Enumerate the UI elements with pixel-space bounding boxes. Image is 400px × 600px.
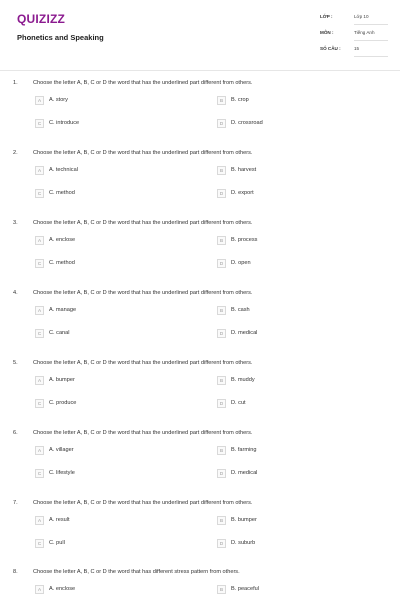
option-letter-box: C bbox=[35, 539, 44, 548]
question-text: Choose the letter A, B, C or D the word that has the underlined part different from others. bbox=[33, 290, 253, 296]
option-text: C. produce bbox=[49, 400, 77, 406]
question-8 bbox=[0, 569, 400, 600]
option-text: B. peaceful bbox=[231, 586, 259, 592]
meta-label-subject: MÔN : bbox=[320, 30, 334, 35]
option-a[interactable] bbox=[35, 585, 185, 595]
option-a[interactable] bbox=[35, 166, 185, 176]
option-text: D. suburb bbox=[231, 540, 256, 546]
option-a[interactable] bbox=[35, 376, 185, 386]
option-text: B. process bbox=[231, 237, 258, 243]
option-a[interactable] bbox=[35, 96, 185, 106]
question-3 bbox=[0, 220, 400, 290]
option-text: C. introduce bbox=[49, 120, 80, 126]
option-b[interactable] bbox=[217, 236, 367, 246]
option-d[interactable] bbox=[217, 399, 367, 409]
option-letter-box: B bbox=[217, 96, 226, 105]
page-title: Phonetics and Speaking bbox=[17, 33, 104, 42]
option-text: C. canal bbox=[49, 330, 70, 336]
question-1 bbox=[0, 80, 400, 150]
option-letter-box: A bbox=[35, 446, 44, 455]
question-text: Choose the letter A, B, C or D the word that has the underlined part different from others. bbox=[33, 430, 253, 436]
question-number: 6. bbox=[13, 430, 18, 436]
meta-info-box bbox=[316, 11, 388, 59]
question-text: Choose the letter A, B, C or D the word that has the underlined part different from others. bbox=[33, 360, 253, 366]
option-text: B. harvest bbox=[231, 167, 257, 173]
option-letter-box: C bbox=[35, 399, 44, 408]
option-letter-box: B bbox=[217, 306, 226, 315]
option-letter-box: A bbox=[35, 166, 44, 175]
option-c[interactable] bbox=[35, 329, 185, 339]
option-d[interactable] bbox=[217, 259, 367, 269]
option-letter-box: B bbox=[217, 446, 226, 455]
option-letter-box: B bbox=[217, 376, 226, 385]
option-text: A. villager bbox=[49, 447, 74, 453]
option-letter-box: A bbox=[35, 585, 44, 594]
option-text: A. story bbox=[49, 97, 68, 103]
option-d[interactable] bbox=[217, 329, 367, 339]
question-text: Choose the letter A, B, C or D the word that has the underlined part different from others. bbox=[33, 500, 253, 506]
option-letter-box: D bbox=[217, 399, 226, 408]
option-letter-box: A bbox=[35, 236, 44, 245]
option-text: B. muddy bbox=[231, 377, 255, 383]
option-letter-box: D bbox=[217, 469, 226, 478]
meta-line bbox=[354, 56, 388, 57]
meta-value-subject: Tiếng Anh bbox=[354, 30, 375, 35]
meta-value-count: 15 bbox=[354, 46, 360, 51]
quizizz-logo: QUIZIZZ bbox=[17, 12, 66, 26]
question-number: 3. bbox=[13, 220, 18, 226]
option-c[interactable] bbox=[35, 259, 185, 269]
option-text: D. export bbox=[231, 190, 254, 196]
question-number: 7. bbox=[13, 500, 18, 506]
option-letter-box: A bbox=[35, 306, 44, 315]
option-letter-box: A bbox=[35, 516, 44, 525]
option-text: C. method bbox=[49, 260, 75, 266]
option-letter-box: C bbox=[35, 189, 44, 198]
option-letter-box: B bbox=[217, 236, 226, 245]
option-text: A. technical bbox=[49, 167, 78, 173]
option-text: A. enclose bbox=[49, 586, 76, 592]
option-letter-box: C bbox=[35, 119, 44, 128]
question-number: 5. bbox=[13, 360, 18, 366]
option-letter-box: D bbox=[217, 539, 226, 548]
option-letter-box: A bbox=[35, 96, 44, 105]
option-a[interactable] bbox=[35, 446, 185, 456]
question-text: Choose the letter A, B, C or D the word that has different stress pattern from others. bbox=[33, 569, 240, 575]
question-5 bbox=[0, 360, 400, 430]
option-letter-box: B bbox=[217, 166, 226, 175]
option-b[interactable] bbox=[217, 516, 367, 526]
question-6 bbox=[0, 430, 400, 500]
option-letter-box: D bbox=[217, 119, 226, 128]
question-number: 1. bbox=[13, 80, 18, 86]
question-7 bbox=[0, 500, 400, 570]
question-number: 2. bbox=[13, 150, 18, 156]
option-a[interactable] bbox=[35, 236, 185, 246]
option-text: D. cut bbox=[231, 400, 246, 406]
meta-label-count: SỐ CÂU : bbox=[320, 46, 341, 51]
option-letter-box: A bbox=[35, 376, 44, 385]
meta-row-subject bbox=[316, 27, 388, 41]
option-text: D. open bbox=[231, 260, 251, 266]
option-text: B. bumper bbox=[231, 517, 257, 523]
option-c[interactable] bbox=[35, 539, 185, 549]
option-text: B. cash bbox=[231, 307, 250, 313]
option-b[interactable] bbox=[217, 166, 367, 176]
option-b[interactable] bbox=[217, 96, 367, 106]
option-c[interactable] bbox=[35, 189, 185, 199]
option-letter-box: D bbox=[217, 329, 226, 338]
option-a[interactable] bbox=[35, 306, 185, 316]
option-c[interactable] bbox=[35, 469, 185, 479]
question-number: 8. bbox=[13, 569, 18, 575]
question-text: Choose the letter A, B, C or D the word that has the underlined part different from others. bbox=[33, 80, 253, 86]
option-letter-box: D bbox=[217, 259, 226, 268]
option-letter-box: C bbox=[35, 329, 44, 338]
option-d[interactable] bbox=[217, 189, 367, 199]
option-text: D. medical bbox=[231, 470, 258, 476]
meta-row-class bbox=[316, 11, 388, 25]
option-b[interactable] bbox=[217, 446, 367, 456]
meta-line bbox=[354, 24, 388, 25]
option-letter-box: D bbox=[217, 189, 226, 198]
option-letter-box: C bbox=[35, 469, 44, 478]
option-b[interactable] bbox=[217, 376, 367, 386]
question-number: 4. bbox=[13, 290, 18, 296]
option-text: A. bumper bbox=[49, 377, 75, 383]
option-text: B. farming bbox=[231, 447, 257, 453]
option-d[interactable] bbox=[217, 539, 367, 549]
question-text: Choose the letter A, B, C or D the word that has the underlined part different from others. bbox=[33, 220, 253, 226]
option-text: A. enclose bbox=[49, 237, 76, 243]
question-text: Choose the letter A, B, C or D the word that has the underlined part different from others. bbox=[33, 150, 253, 156]
worksheet-header bbox=[0, 0, 400, 71]
option-a[interactable] bbox=[35, 516, 185, 526]
option-text: C. pull bbox=[49, 540, 65, 546]
option-text: C. lifestyle bbox=[49, 470, 75, 476]
meta-label-class: LỚP : bbox=[320, 14, 333, 19]
option-letter-box: B bbox=[217, 516, 226, 525]
meta-row-count bbox=[316, 43, 388, 57]
option-text: D. medical bbox=[231, 330, 258, 336]
option-text: A. result bbox=[49, 517, 70, 523]
option-text: C. method bbox=[49, 190, 75, 196]
meta-line bbox=[354, 40, 388, 41]
option-letter-box: C bbox=[35, 259, 44, 268]
option-b[interactable] bbox=[217, 585, 367, 595]
option-text: B. crop bbox=[231, 97, 249, 103]
option-text: A. manage bbox=[49, 307, 77, 313]
option-letter-box: B bbox=[217, 585, 226, 594]
question-2 bbox=[0, 150, 400, 220]
option-c[interactable] bbox=[35, 119, 185, 129]
option-b[interactable] bbox=[217, 306, 367, 316]
option-text: D. crossroad bbox=[231, 120, 263, 126]
option-c[interactable] bbox=[35, 399, 185, 409]
meta-value-class: Lớp 10 bbox=[354, 14, 369, 19]
question-4 bbox=[0, 290, 400, 360]
option-d[interactable] bbox=[217, 119, 367, 129]
option-d[interactable] bbox=[217, 469, 367, 479]
